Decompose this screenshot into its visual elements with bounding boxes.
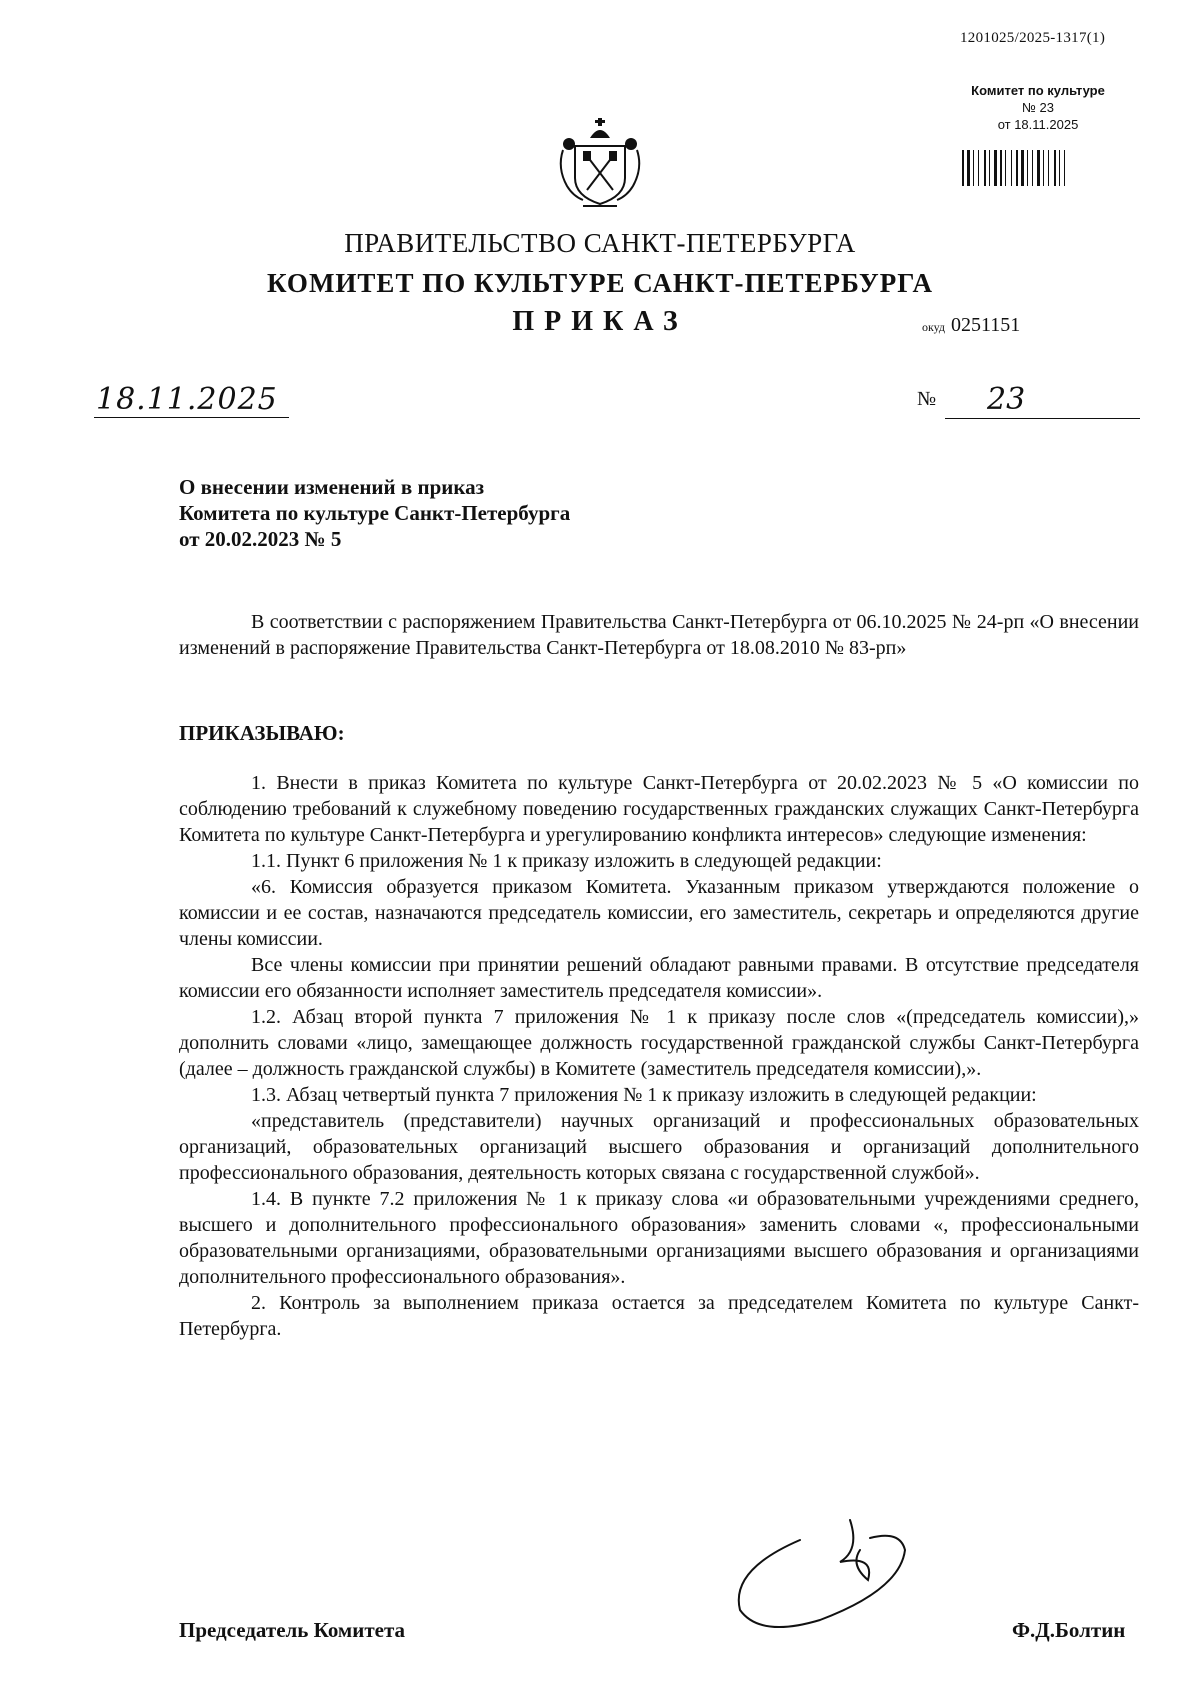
body-paragraph: «представитель (представители) научных организаций и профессиональных образовательных организаций, образовательных организаций высшего образования и организаций дополнительного профессионального образования, деятельность которых связана с государственной службой».: [179, 1110, 1139, 1184]
subject-line: Комитета по культуре Санкт-Петербурга: [179, 501, 571, 525]
okud-label: окуд: [922, 320, 946, 334]
okud-value: 0251151: [951, 314, 1021, 336]
order-number: [945, 382, 1140, 419]
barcode-icon: [962, 150, 1114, 186]
subject-line: О внесении изменений в приказ: [179, 475, 485, 499]
order-subject: [179, 474, 570, 552]
order-date-value: 18.11.2025: [96, 382, 278, 417]
government-heading: ПРАВИТЕЛЬСТВО САНКТ-ПЕТЕРБУРГА: [344, 228, 856, 258]
document-registration-id: 1201025/2025-1317(1): [960, 30, 1106, 46]
signatory-title: Председатель Комитета: [179, 1618, 406, 1642]
committee-heading: КОМИТЕТ ПО КУЛЬТУРЕ САНКТ-ПЕТЕРБУРГА: [267, 268, 933, 298]
order-title: ПРИКАЗ: [512, 306, 688, 337]
body-paragraph: 1.4. В пункте 7.2 приложения № 1 к приказу слова «и образовательными учреждениями среднего, высшего и дополнительного профессионального образования» заменить словами «, профессиональными образовательными организациями, образовательными организациями высшего образования и организациями дополнительного профессионального образования».: [179, 1188, 1139, 1288]
body-paragraph: 1.2. Абзац второй пункта 7 приложения № 1 к приказу после слов «(председатель комиссии),» дополнить словами «лицо, замещающее должность государственной гражданской службы Санкт-Петербурга (далее – должность гражданской службы) в Комитете (заместитель председателя комиссии),».: [179, 1006, 1139, 1080]
stamp-date: от 18.11.2025: [997, 117, 1079, 132]
registration-stamp: [938, 82, 1138, 133]
body-paragraph: 1.3. Абзац четвертый пункта 7 приложения № 1 к приказу изложить в следующей редакции:: [251, 1084, 1037, 1106]
body-paragraph: 2. Контроль за выполнением приказа остается за председателем Комитета по культуре Санкт-Петербурга.: [179, 1292, 1139, 1340]
body-paragraph: 1.1. Пункт 6 приложения № 1 к приказу изложить в следующей редакции:: [251, 850, 882, 872]
order-number-value: 23: [987, 382, 1026, 417]
stamp-number: № 23: [1021, 100, 1055, 115]
preamble-paragraph: В соответствии с распоряжением Правительства Санкт-Петербурга от 06.10.2025 № 24-рп «О внесении изменений в распоряжение Правительства Санкт-Петербурга от 18.08.2010 № 83-рп»: [179, 611, 1139, 659]
subject-line: от 20.02.2023 № 5: [179, 527, 342, 551]
body-paragraph: Все члены комиссии при принятии решений обладают равными правами. В отсутствие председателя комиссии его обязанности исполняет заместитель председателя комиссии».: [179, 954, 1139, 1002]
order-date: [94, 382, 289, 418]
body-paragraph: 1. Внести в приказ Комитета по культуре Санкт-Петербурга от 20.02.2023 № 5 «О комиссии по соблюдению требований к служебному поведению государственных гражданских служащих Санкт-Петербурга Комитета по культуре Санкт-Петербурга и урегулированию конфликта интересов» следующие изменения:: [179, 772, 1139, 846]
stamp-title: Комитет по культуре: [971, 83, 1105, 98]
okud-code: [922, 314, 1020, 337]
order-body: [179, 770, 1139, 1342]
body-paragraph: «6. Комиссия образуется приказом Комитета. Указанным приказом утверждаются положение о комиссии и ее состав, назначаются председатель комиссии, его заместитель, секретарь и определяются другие члены комиссии.: [179, 876, 1139, 950]
handwritten-signature: [700, 1510, 920, 1640]
order-number-label: №: [917, 388, 937, 410]
signatory-name: Ф.Д.Болтин: [1012, 1618, 1126, 1642]
coat-of-arms-icon: [553, 116, 647, 210]
order-directive: ПРИКАЗЫВАЮ:: [179, 721, 345, 745]
